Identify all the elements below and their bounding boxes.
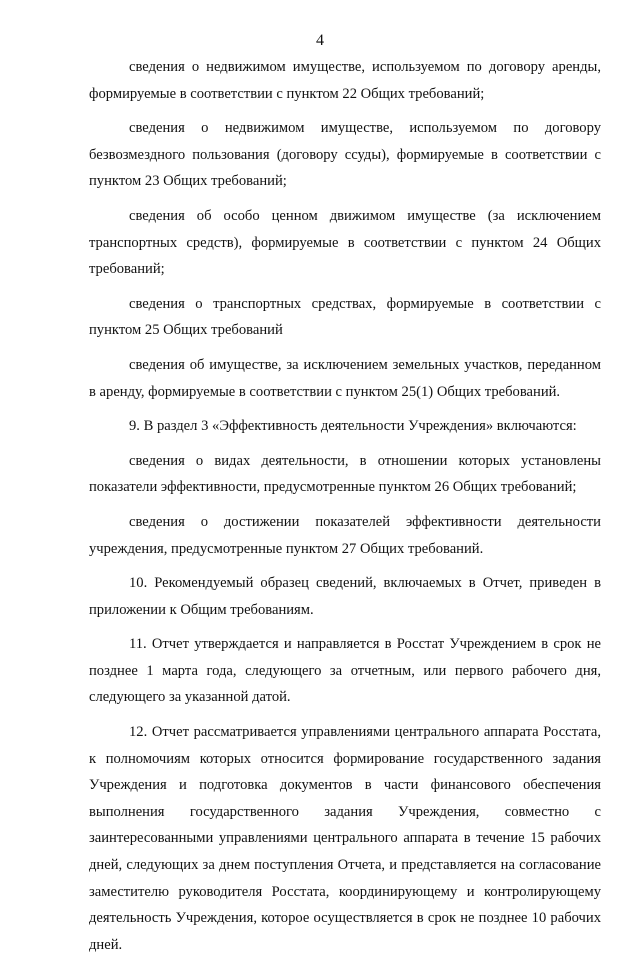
paragraph-vehicles: сведения о транспортных средствах, формируемые в соответствии с пунктом 25 Общих требований: [89, 295, 601, 339]
paragraph-valuable-movable-property: сведения об особо ценном движимом имуществе (за исключением транспортных средств), формируемые в соответствии с пунктом 24 Общих требований;: [89, 207, 601, 278]
paragraph-item-11: 11. Отчет утверждается и направляется в Росстат Учреждением в срок не позднее 1 марта года, следующего за отчетным, или первого рабочего дня, следующего за указанной датой.: [89, 636, 601, 706]
paragraph-activity-types: сведения о видах деятельности, в отношении которых установлены показатели эффективности, предусмотренные пунктом 26 Общих требований;: [89, 452, 601, 496]
paragraph-lease-property: сведения о недвижимом имуществе, используемом по договору аренды, формируемые в соответствии с пунктом 22 Общих требований;: [89, 59, 601, 102]
paragraph-item-9: 9. В раздел 3 «Эффективность деятельности Учреждения» включаются:: [129, 418, 577, 435]
page-number: 4: [316, 32, 324, 49]
paragraph-item-10: 10. Рекомендуемый образец сведений, включаемых в Отчет, приведен в приложении к Общим требованиям.: [89, 575, 601, 618]
paragraph-performance-indicators: сведения о достижении показателей эффективности деятельности учреждения, предусмотренные пунктом 27 Общих требований.: [89, 513, 601, 557]
paragraph-item-12: 12. Отчет рассматривается управлениями центрального аппарата Росстата, к полномочиям которых относится формирование государственного задания Учреждения и подготовка документов в части финансового обеспечения выполнения государственного задания Учреждения, совместно с заинтересованными управлениями центрального аппарата в течение 15 рабочих дней, следующих за днем поступления Отчета, и представляется на согласование заместителю руководителя Росстата, координирующему и контролирующему деятельность Учреждения, которое осуществляется в срок не позднее 10 рабочих дней.: [89, 724, 601, 953]
paragraph-leased-out-property: сведения об имуществе, за исключением земельных участков, переданном в аренду, формируемые в соответствии с пунктом 25(1) Общих требований.: [89, 356, 601, 400]
document-body: [89, 54, 601, 958]
paragraph-free-use-property: сведения о недвижимом имуществе, используемом по договору безвозмездного пользования (договору ссуды), формируемые в соответствии с пунктом 23 Общих требований;: [89, 120, 601, 190]
